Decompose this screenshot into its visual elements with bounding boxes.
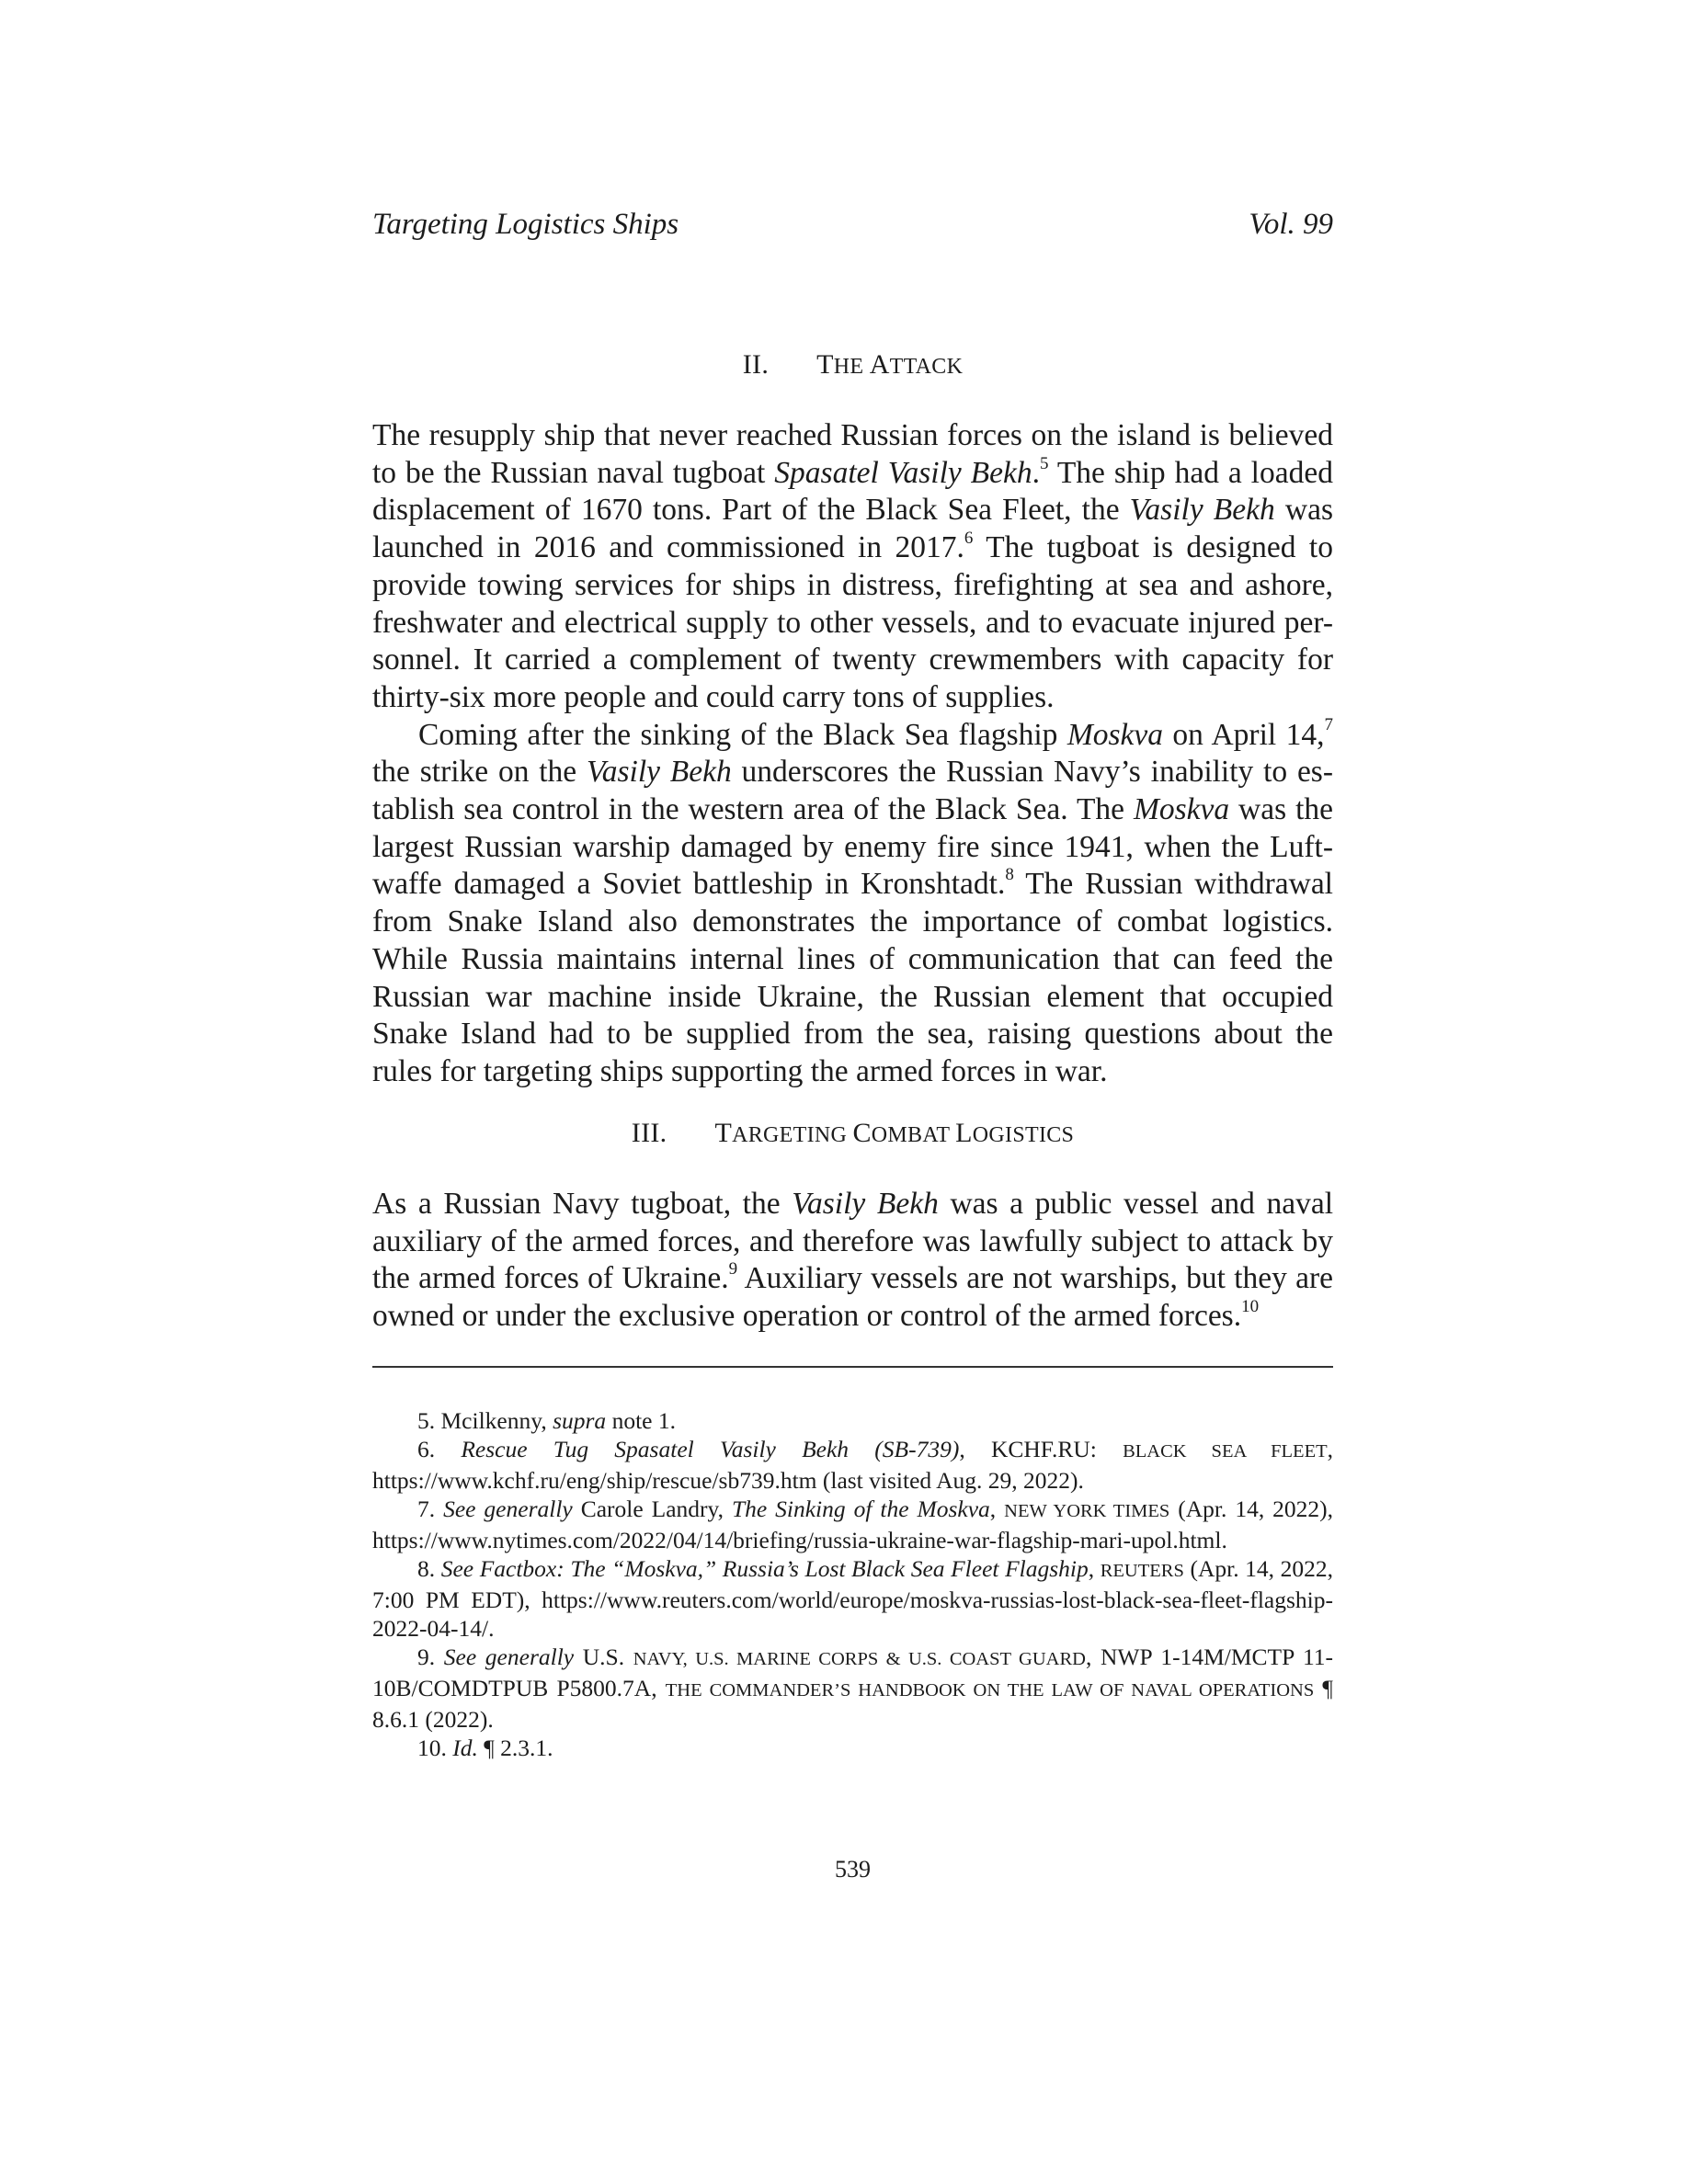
footnote-ref: 8 bbox=[1005, 865, 1014, 885]
footnote-ref: 6 bbox=[964, 528, 974, 548]
footnote-ref: 7 bbox=[1324, 715, 1333, 735]
section-number: II. bbox=[742, 349, 770, 380]
footnote-10: 10. Id. ¶ 2.3.1. bbox=[417, 1735, 553, 1761]
running-title: Targeting Logistics Ships bbox=[372, 208, 679, 241]
body-text-section-3 bbox=[372, 1186, 1333, 1336]
footnote-9: 9. See generally U.S. NAVY, U.S. MARINE CORPS & U.S. COAST GUARD, NWP 1-14M/MCTP 11-10B/COMDTPUB P5800.7A, THE COMMANDER’S HANDBOOK ON THE LAW OF NAVAL OPERATIONS ¶ 8.6.1 (2022). bbox=[372, 1644, 1334, 1733]
footnote-5: 5. Mcilkenny, supra note 1. bbox=[417, 1407, 676, 1434]
running-header bbox=[372, 206, 1333, 243]
footnote-6: 6. Rescue Tug Spasatel Vasily Bekh (SB-739), KCHF.RU: BLACK SEA FLEET, https://www.kchf.ru/eng/ship/rescue/sb739.htm (last visited Aug. 29, 2022). bbox=[372, 1436, 1333, 1494]
body-text-section-2 bbox=[372, 417, 1333, 1091]
footnotes bbox=[372, 1406, 1333, 1762]
footnote-ref: 9 bbox=[728, 1259, 738, 1280]
section-title: THE ATTACK bbox=[816, 349, 964, 380]
page-number: 539 bbox=[835, 1856, 871, 1883]
paragraph: The resupply ship that never reached Russian forces on the island is believed to be the Russian naval tugboat Spasatel Vasily Bekh.$^5$ The ship had a loaded displacement of 1670 tons. Part of the Black Sea Fleet, the Vasily Bekh was launched in 2016 and commissioned in 2017.$^6$ The tugboat is designed to provide towing services for ships in distress, firefighting at sea and ashore, freshwater and electrical supply to other vessels, and to evacuate injured per-sonnel. It carried a complement of twenty crewmembers with capacity for thirty-six more people and could carry tons of supplies. bbox=[372, 418, 1333, 714]
section-heading-attack bbox=[372, 347, 1333, 385]
footnote-divider bbox=[372, 1366, 1333, 1368]
paragraph: As a Russian Navy tugboat, the Vasily Bekh was a public vessel and naval auxiliary of the armed forces, and therefore was lawfully subject to attack by the armed forces of Ukraine.$^9$ Auxiliary vessels are not warships, but they are owned or under the exclusive operation or control of the armed forces.$^{10}$ bbox=[372, 1187, 1333, 1334]
section-title: TARGETING COMBAT LOGISTICS bbox=[714, 1118, 1075, 1148]
footnote-ref: 5 bbox=[1040, 453, 1049, 473]
footnote-ref: 10 bbox=[1241, 1296, 1260, 1316]
volume-number: Vol. 99 bbox=[1249, 208, 1333, 241]
section-heading-targeting bbox=[372, 1115, 1333, 1154]
paragraph: Coming after the sinking of the Black Sea flagship Moskva on April 14,$^7$ the strike on the Vasily Bekh underscores the Russian Navy’s inability to es-tablish sea control in the western area of the Black Sea. The Moskva was the largest Russian warship damaged by enemy fire since 1941, when the Luft-waffe damaged a Soviet battleship in Kronshtadt.$^8$ The Russian withdrawal from Snake Island also demonstrates the importance of combat logistics. While Russia maintains internal lines of communication that can feed the Russian war machine inside Ukraine, the Russian element that occupied Snake Island had to be supplied from the sea, raising questions about the rules for targeting ships supporting the armed forces in war. bbox=[372, 715, 1334, 1088]
footnote-7: 7. See generally Carole Landry, The Sinking of the Moskva, NEW YORK TIMES (Apr. 14, 2022), https://www.nytimes.com/2022/04/14/briefing/russia-ukraine-war-flagship-mari-upol.html. bbox=[372, 1496, 1334, 1553]
footnote-8: 8. See Factbox: The “Moskva,” Russia’s Lost Black Sea Fleet Flagship, REUTERS (Apr. 14, 2022, 7:00 PM EDT), https://www.reuters.com/world/europe/moskva-russias-lost-black-sea-fleet-flagship-2022-04-14/. bbox=[372, 1555, 1334, 1642]
section-number: III. bbox=[631, 1118, 667, 1148]
